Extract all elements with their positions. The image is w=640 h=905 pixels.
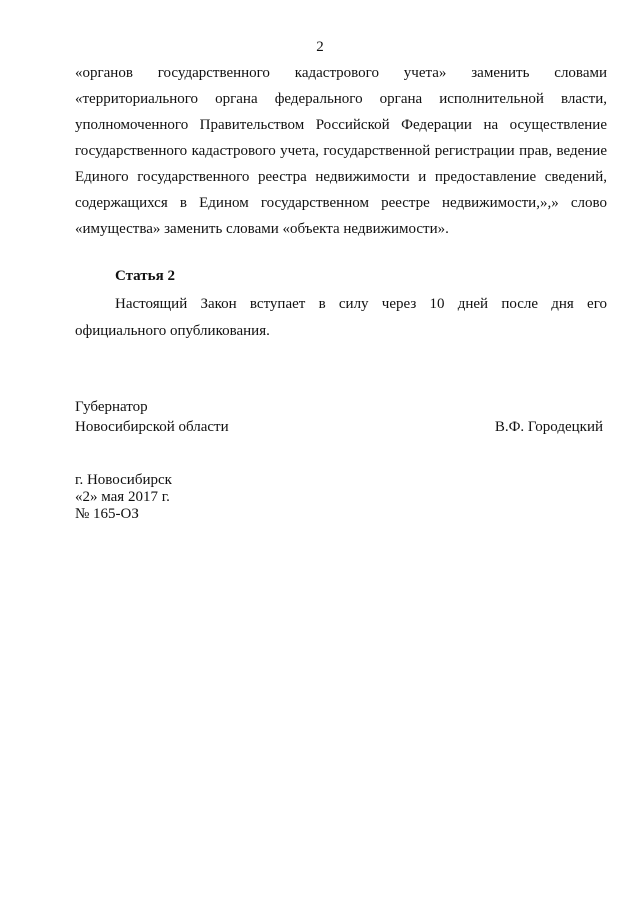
article-text: [75, 291, 607, 345]
paragraph-line: Единого государственного реестра недвижимости и предоставление сведений,: [75, 169, 607, 185]
place-date-block: [75, 472, 172, 523]
paragraph-line: «органов государственного кадастрового учета» заменить словами: [75, 65, 607, 81]
signatory-title: Губернатор: [75, 399, 148, 415]
paragraph-line: содержащихся в Едином государственном реестре недвижимости,»,» слово: [75, 195, 607, 211]
article-line: Настоящий Закон вступает в силу через 10 дней после дня его: [115, 296, 607, 312]
law-date: «2» мая 2017 г.: [75, 489, 170, 505]
article-heading: Статья 2: [115, 268, 175, 284]
signatory-region: Новосибирской области: [75, 419, 229, 435]
law-number: № 165-ОЗ: [75, 506, 139, 522]
article-line: официального опубликования.: [75, 323, 270, 339]
place-city: г. Новосибирск: [75, 472, 172, 488]
paragraph-line: «имущества» заменить словами «объекта недвижимости».: [75, 221, 449, 237]
page-number: 2: [316, 39, 324, 55]
paragraph-amendment: [75, 60, 607, 242]
signatory-name: В.Ф. Городецкий: [494, 419, 603, 435]
paragraph-line: уполномоченного Правительством Российской Федерации на осуществление: [75, 117, 607, 133]
signature-block: [75, 397, 603, 437]
paragraph-line: «территориального органа федерального органа исполнительной власти,: [75, 91, 607, 107]
paragraph-line: государственного кадастрового учета, государственной регистрации прав, ведение: [75, 143, 607, 159]
